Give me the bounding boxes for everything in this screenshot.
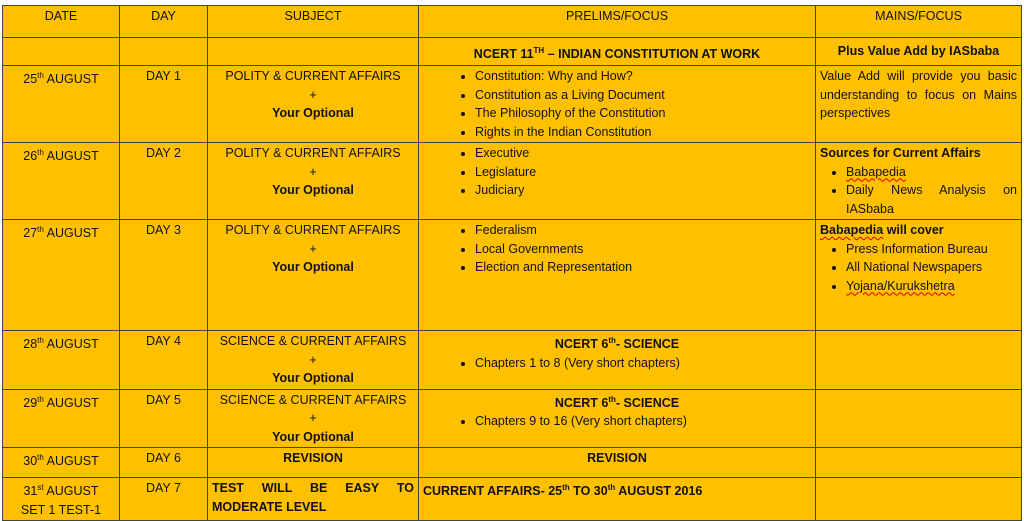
day-cell: DAY 5 — [120, 389, 208, 448]
subject-text: SCIENCE & CURRENT AFFAIRS — [219, 334, 407, 348]
date-cell: 25th AUGUST — [3, 66, 120, 143]
schedule-row-day2 — [3, 143, 1022, 220]
mains-cell — [816, 220, 1022, 331]
mains-list — [820, 240, 1017, 296]
subject-cell — [208, 389, 419, 448]
plus-sign: + — [309, 352, 317, 367]
list-item: • Rights in the Indian Constitution — [475, 123, 811, 142]
mains-cell — [816, 331, 1022, 390]
schedule-row-day6 — [3, 448, 1022, 478]
day-cell: DAY 6 — [120, 448, 208, 478]
list-item: • Constitution: Why and How? — [475, 67, 811, 86]
list-item: • Chapters 1 to 8 (Very short chapters) — [475, 354, 811, 373]
plus-sign: + — [309, 411, 317, 425]
day-cell: DAY 2 — [120, 143, 208, 220]
prelims-list — [423, 144, 811, 200]
prelims-list — [423, 354, 811, 373]
optional-text: Your Optional — [272, 371, 354, 385]
plus-sign: + — [309, 164, 317, 179]
header-subject: SUBJECT — [208, 6, 419, 38]
schedule-table — [2, 5, 1022, 521]
schedule-row-day5 — [3, 389, 1022, 448]
plus-sign: + — [309, 87, 317, 102]
list-item: • Yojana/Kurukshetra — [846, 277, 1017, 296]
mains-cell — [816, 448, 1022, 478]
list-item: • Press Information Bureau — [846, 240, 1017, 259]
optional-text: Your Optional — [272, 183, 354, 197]
schedule-row-day4 — [3, 331, 1022, 390]
header-day: DAY — [120, 6, 208, 38]
intro-mains-title: Plus Value Add by IASbaba — [816, 38, 1022, 66]
header-row — [3, 6, 1022, 38]
list-item: • Federalism — [475, 221, 811, 240]
list-item: • The Philosophy of the Constitution — [475, 104, 811, 123]
mains-list — [820, 163, 1017, 219]
list-item: • Daily News Analysis on IASbaba — [846, 181, 1017, 218]
prelims-list — [423, 412, 811, 431]
list-item: • Constitution as a Living Document — [475, 86, 811, 105]
schedule-row-day7 — [3, 478, 1022, 521]
prelims-list — [423, 221, 811, 277]
optional-text: Your Optional — [272, 260, 354, 274]
subject-cell: REVISION — [208, 448, 419, 478]
subject-text: POLITY & CURRENT AFFAIRS — [225, 223, 401, 237]
prelims-cell — [419, 331, 816, 390]
mains-heading: Babapedia will cover — [820, 223, 944, 237]
list-item: • Executive — [475, 144, 811, 163]
date-cell: 29th AUGUST — [3, 389, 120, 448]
day-cell: DAY 1 — [120, 66, 208, 143]
intro-day-cell — [120, 38, 208, 66]
prelims-cell: CURRENT AFFAIRS- 25th TO 30th AUGUST 2016 — [419, 478, 816, 521]
date-cell: 27th AUGUST — [3, 220, 120, 331]
prelims-list — [423, 67, 811, 141]
mains-cell — [816, 478, 1022, 521]
list-item: • Chapters 9 to 16 (Very short chapters) — [475, 412, 811, 431]
list-item: • Babapedia — [846, 163, 1017, 182]
list-item: • Election and Representation — [475, 258, 811, 277]
prelims-cell: REVISION — [419, 448, 816, 478]
list-item: • Local Governments — [475, 240, 811, 259]
plus-sign: + — [309, 241, 317, 256]
subject-text: POLITY & CURRENT AFFAIRS — [225, 146, 401, 160]
prelims-cell — [419, 389, 816, 448]
prelims-cell — [419, 220, 816, 331]
intro-row — [3, 38, 1022, 66]
intro-prelims-title: NCERT 11TH – INDIAN CONSTITUTION AT WORK — [419, 38, 816, 66]
schedule-row-day3 — [3, 220, 1022, 331]
list-item: • Legislature — [475, 163, 811, 182]
date-cell: 31st AUGUST SET 1 TEST-1 — [3, 478, 120, 521]
date-cell: 28th AUGUST — [3, 331, 120, 390]
subject-cell — [208, 220, 419, 331]
mains-cell — [816, 143, 1022, 220]
subject-cell — [208, 143, 419, 220]
optional-text: Your Optional — [272, 106, 354, 120]
subject-cell — [208, 331, 419, 390]
date-cell: 30th AUGUST — [3, 448, 120, 478]
intro-date-cell — [3, 38, 120, 66]
day-cell: DAY 4 — [120, 331, 208, 390]
prelims-cell — [419, 143, 816, 220]
subject-text: SCIENCE & CURRENT AFFAIRS — [219, 392, 407, 407]
mains-heading: Sources for Current Affairs — [820, 146, 981, 160]
day-cell: DAY 3 — [120, 220, 208, 331]
header-mains: MAINS/FOCUS — [816, 6, 1022, 38]
header-date: DATE — [3, 6, 120, 38]
mains-cell: Value Add will provide you basic understanding to focus on Mains perspectives — [816, 66, 1022, 143]
optional-text: Your Optional — [272, 429, 354, 444]
prelims-cell — [419, 66, 816, 143]
schedule-row-day1 — [3, 66, 1022, 143]
subject-cell — [208, 66, 419, 143]
date-cell: 26th AUGUST — [3, 143, 120, 220]
list-item: • Judiciary — [475, 181, 811, 200]
prelims-title: NCERT 6th- SCIENCE — [554, 394, 680, 410]
day-cell: DAY 7 — [120, 478, 208, 521]
date-subtitle: SET 1 TEST-1 — [20, 502, 102, 517]
subject-text: POLITY & CURRENT AFFAIRS — [225, 69, 401, 83]
mains-cell — [816, 389, 1022, 448]
header-prelims: PRELIMS/FOCUS — [419, 6, 816, 38]
intro-subject-cell — [208, 38, 419, 66]
list-item: • All National Newspapers — [846, 258, 1017, 277]
prelims-title: NCERT 6th- SCIENCE — [554, 336, 680, 352]
subject-cell: TEST WILL BE EASY TO MODERATE LEVEL — [208, 478, 419, 521]
